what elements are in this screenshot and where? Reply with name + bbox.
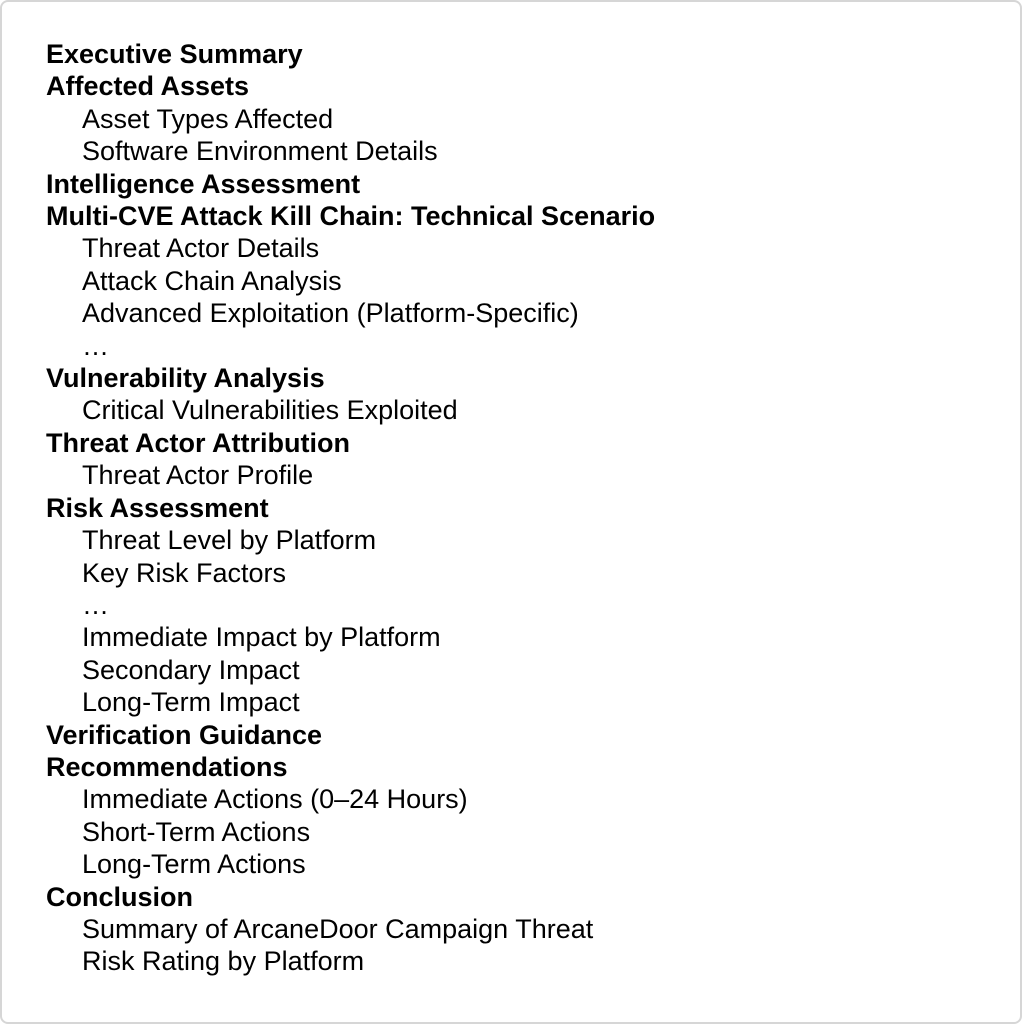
outline-heading: Recommendations xyxy=(46,751,288,782)
outline-subitem: Threat Actor Profile xyxy=(82,460,314,491)
outline-subitem: Long-Term Impact xyxy=(82,687,300,718)
table-of-contents xyxy=(2,38,1020,978)
outline-heading: Multi-CVE Attack Kill Chain: Technical Scenario xyxy=(46,201,656,232)
outline-subitem: Threat Level by Platform xyxy=(82,525,377,556)
outline-subitem: Advanced Exploitation (Platform-Specific) xyxy=(82,298,579,329)
outline-heading: Conclusion xyxy=(46,881,193,912)
outline-subitem: Threat Actor Details xyxy=(82,233,320,264)
outline-heading: Intelligence Assessment xyxy=(46,168,361,199)
outline-heading: Verification Guidance xyxy=(46,719,323,750)
outline-heading: Threat Actor Attribution xyxy=(46,427,350,458)
outline-subitem: Short-Term Actions xyxy=(82,816,311,847)
outline-subitem: Attack Chain Analysis xyxy=(82,265,342,296)
outline-subitem: Immediate Actions (0–24 Hours) xyxy=(82,784,468,815)
outline-subitem: Secondary Impact xyxy=(82,654,300,685)
outline-subitem: Key Risk Factors xyxy=(82,557,287,588)
outline-heading: Vulnerability Analysis xyxy=(46,363,325,394)
outline-subitem: Software Environment Details xyxy=(82,136,438,167)
outline-subitem: Risk Rating by Platform xyxy=(82,946,365,977)
outline-heading: Affected Assets xyxy=(46,71,250,102)
outline-subitem: Asset Types Affected xyxy=(82,103,334,134)
outline-heading: Risk Assessment xyxy=(46,492,269,523)
outline-subitem: … xyxy=(82,330,109,361)
outline-subitem: Immediate Impact by Platform xyxy=(82,622,441,653)
outline-subitem: Critical Vulnerabilities Exploited xyxy=(82,395,458,426)
outline-subitem: … xyxy=(82,589,109,620)
outline-subitem: Long-Term Actions xyxy=(82,849,306,880)
outline-subitem: Summary of ArcaneDoor Campaign Threat xyxy=(82,913,594,944)
outline-heading: Executive Summary xyxy=(46,39,303,69)
